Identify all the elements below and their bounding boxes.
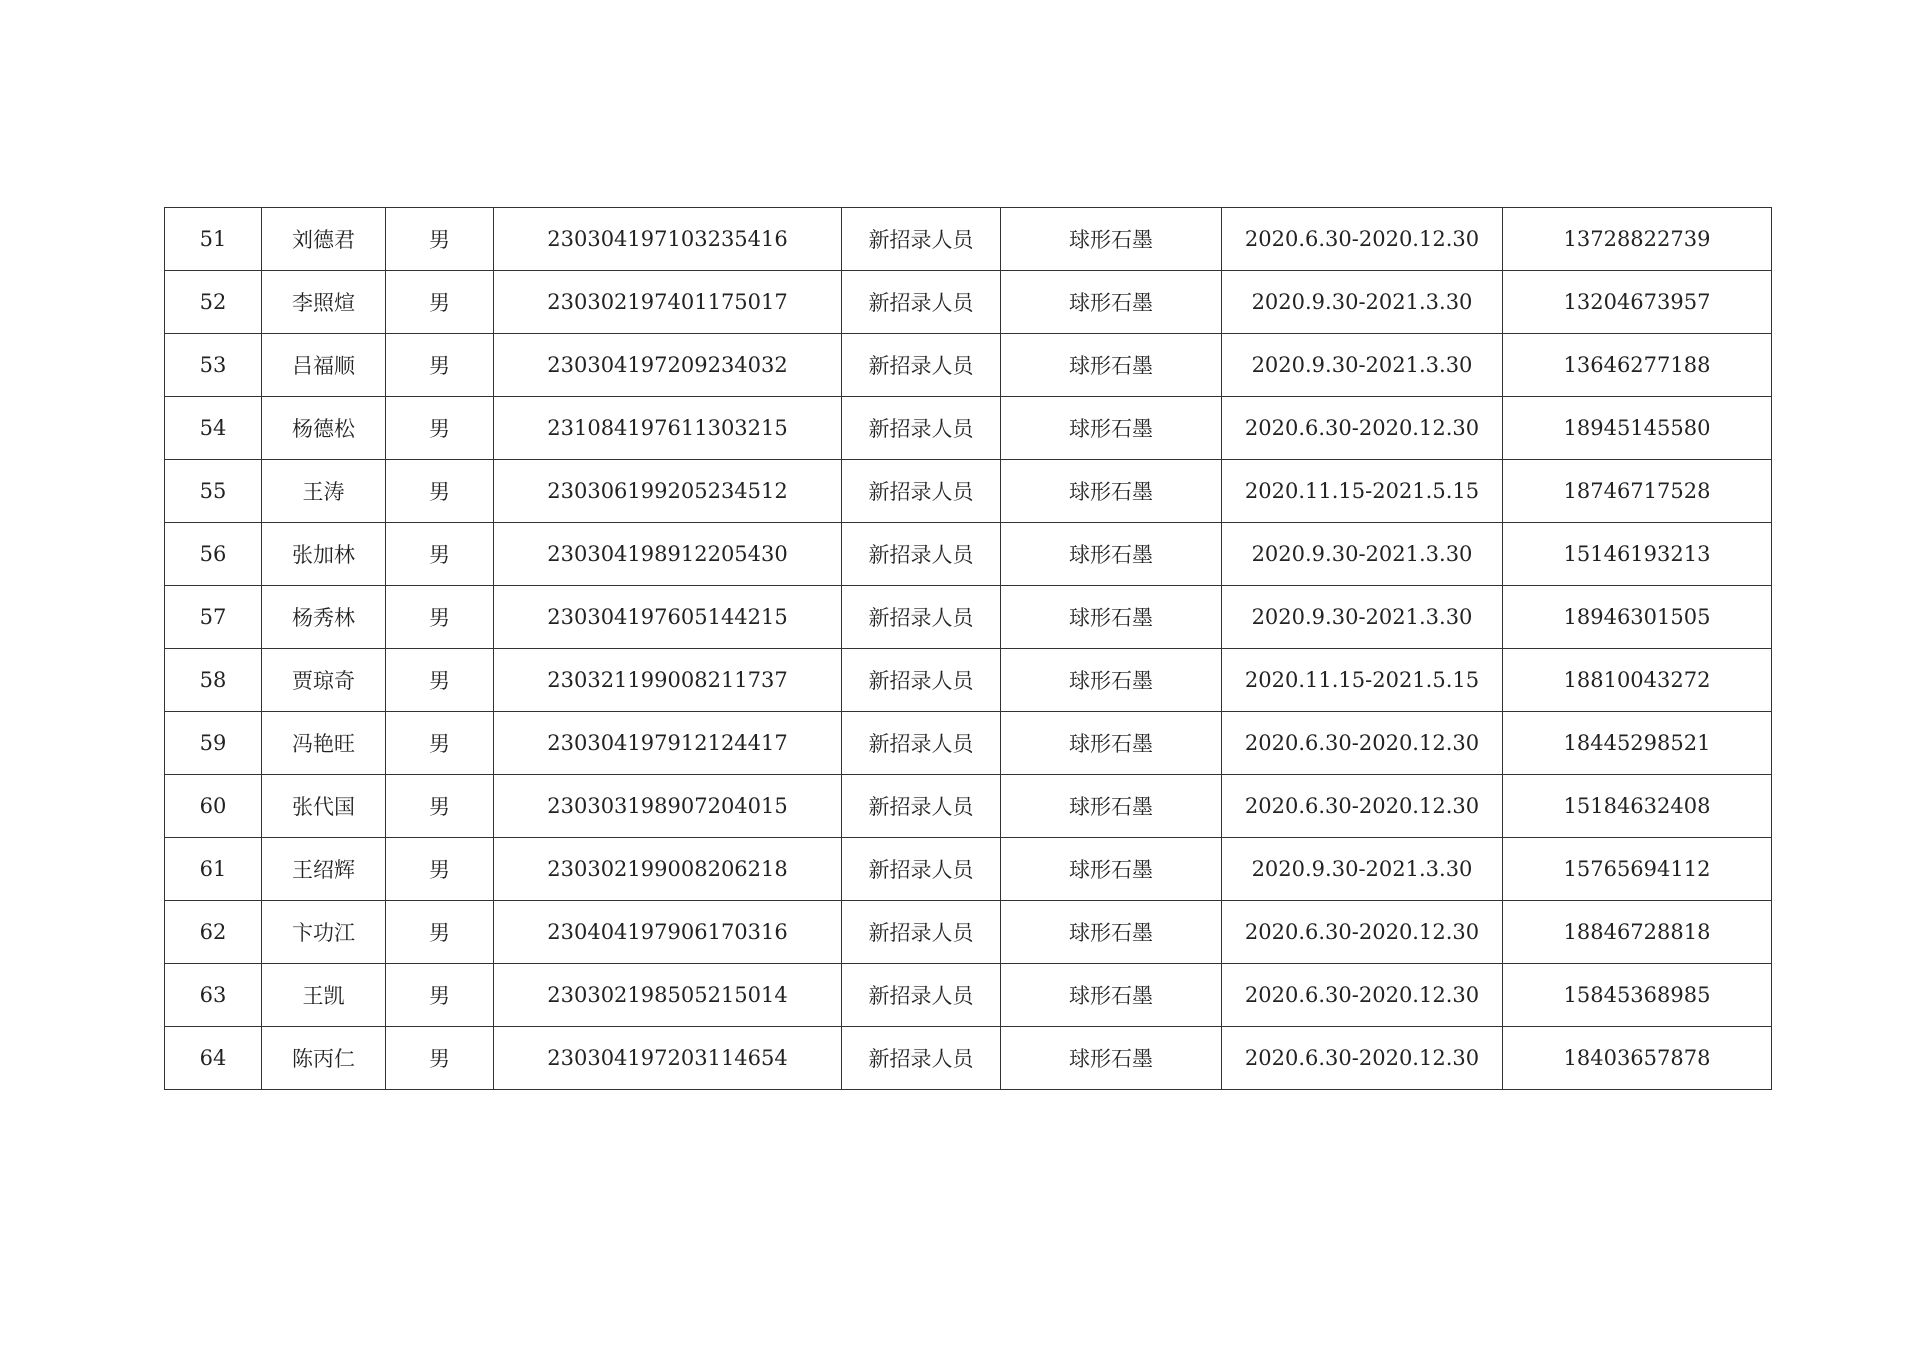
trade-cell: 球形石墨 bbox=[1001, 775, 1222, 838]
category-cell: 新招录人员 bbox=[842, 838, 1001, 901]
gender-cell: 男 bbox=[386, 964, 494, 1027]
training-period-cell: 2020.11.15-2021.5.15 bbox=[1222, 460, 1503, 523]
name-cell: 贾琼奇 bbox=[262, 649, 386, 712]
phone-cell: 18445298521 bbox=[1503, 712, 1772, 775]
id-number-cell: 231084197611303215 bbox=[494, 397, 842, 460]
name-cell: 王涛 bbox=[262, 460, 386, 523]
trade-cell: 球形石墨 bbox=[1001, 838, 1222, 901]
training-period-cell: 2020.9.30-2021.3.30 bbox=[1222, 271, 1503, 334]
id-number-cell: 230306199205234512 bbox=[494, 460, 842, 523]
gender-cell: 男 bbox=[386, 397, 494, 460]
phone-cell: 18946301505 bbox=[1503, 586, 1772, 649]
training-period-cell: 2020.9.30-2021.3.30 bbox=[1222, 334, 1503, 397]
id-number-cell: 230304197209234032 bbox=[494, 334, 842, 397]
id-number-cell: 230304197605144215 bbox=[494, 586, 842, 649]
id-number-cell: 230302197401175017 bbox=[494, 271, 842, 334]
category-cell: 新招录人员 bbox=[842, 523, 1001, 586]
row-number-cell: 51 bbox=[165, 208, 262, 271]
category-cell: 新招录人员 bbox=[842, 775, 1001, 838]
name-cell: 王凯 bbox=[262, 964, 386, 1027]
row-number-cell: 54 bbox=[165, 397, 262, 460]
id-number-cell: 230321199008211737 bbox=[494, 649, 842, 712]
table-row bbox=[165, 838, 1772, 901]
phone-cell: 18746717528 bbox=[1503, 460, 1772, 523]
row-number-cell: 56 bbox=[165, 523, 262, 586]
row-number-cell: 63 bbox=[165, 964, 262, 1027]
trade-cell: 球形石墨 bbox=[1001, 649, 1222, 712]
name-cell: 卞功江 bbox=[262, 901, 386, 964]
phone-cell: 13204673957 bbox=[1503, 271, 1772, 334]
table-row bbox=[165, 271, 1772, 334]
name-cell: 刘德君 bbox=[262, 208, 386, 271]
row-number-cell: 53 bbox=[165, 334, 262, 397]
phone-cell: 15184632408 bbox=[1503, 775, 1772, 838]
gender-cell: 男 bbox=[386, 460, 494, 523]
phone-cell: 18945145580 bbox=[1503, 397, 1772, 460]
row-number-cell: 55 bbox=[165, 460, 262, 523]
category-cell: 新招录人员 bbox=[842, 964, 1001, 1027]
phone-cell: 18403657878 bbox=[1503, 1027, 1772, 1090]
trade-cell: 球形石墨 bbox=[1001, 1027, 1222, 1090]
category-cell: 新招录人员 bbox=[842, 901, 1001, 964]
gender-cell: 男 bbox=[386, 586, 494, 649]
trade-cell: 球形石墨 bbox=[1001, 523, 1222, 586]
category-cell: 新招录人员 bbox=[842, 649, 1001, 712]
trade-cell: 球形石墨 bbox=[1001, 271, 1222, 334]
category-cell: 新招录人员 bbox=[842, 712, 1001, 775]
table-row bbox=[165, 208, 1772, 271]
name-cell: 张加林 bbox=[262, 523, 386, 586]
training-period-cell: 2020.9.30-2021.3.30 bbox=[1222, 523, 1503, 586]
name-cell: 陈丙仁 bbox=[262, 1027, 386, 1090]
name-cell: 杨德松 bbox=[262, 397, 386, 460]
phone-cell: 18810043272 bbox=[1503, 649, 1772, 712]
id-number-cell: 230304197912124417 bbox=[494, 712, 842, 775]
category-cell: 新招录人员 bbox=[842, 271, 1001, 334]
trade-cell: 球形石墨 bbox=[1001, 964, 1222, 1027]
training-period-cell: 2020.6.30-2020.12.30 bbox=[1222, 775, 1503, 838]
category-cell: 新招录人员 bbox=[842, 208, 1001, 271]
gender-cell: 男 bbox=[386, 334, 494, 397]
phone-cell: 15845368985 bbox=[1503, 964, 1772, 1027]
phone-cell: 15765694112 bbox=[1503, 838, 1772, 901]
table-row bbox=[165, 523, 1772, 586]
row-number-cell: 61 bbox=[165, 838, 262, 901]
name-cell: 吕福顺 bbox=[262, 334, 386, 397]
id-number-cell: 230304197203114654 bbox=[494, 1027, 842, 1090]
category-cell: 新招录人员 bbox=[842, 334, 1001, 397]
training-period-cell: 2020.6.30-2020.12.30 bbox=[1222, 964, 1503, 1027]
trade-cell: 球形石墨 bbox=[1001, 334, 1222, 397]
category-cell: 新招录人员 bbox=[842, 397, 1001, 460]
training-period-cell: 2020.6.30-2020.12.30 bbox=[1222, 397, 1503, 460]
category-cell: 新招录人员 bbox=[842, 460, 1001, 523]
id-number-cell: 230304198912205430 bbox=[494, 523, 842, 586]
trade-cell: 球形石墨 bbox=[1001, 586, 1222, 649]
training-period-cell: 2020.9.30-2021.3.30 bbox=[1222, 838, 1503, 901]
training-period-cell: 2020.6.30-2020.12.30 bbox=[1222, 901, 1503, 964]
roster-table-body bbox=[165, 208, 1772, 1090]
row-number-cell: 52 bbox=[165, 271, 262, 334]
row-number-cell: 59 bbox=[165, 712, 262, 775]
name-cell: 冯艳旺 bbox=[262, 712, 386, 775]
training-period-cell: 2020.6.30-2020.12.30 bbox=[1222, 712, 1503, 775]
row-number-cell: 57 bbox=[165, 586, 262, 649]
gender-cell: 男 bbox=[386, 712, 494, 775]
training-period-cell: 2020.9.30-2021.3.30 bbox=[1222, 586, 1503, 649]
table-row bbox=[165, 334, 1772, 397]
table-row bbox=[165, 964, 1772, 1027]
gender-cell: 男 bbox=[386, 1027, 494, 1090]
phone-cell: 13646277188 bbox=[1503, 334, 1772, 397]
table-row bbox=[165, 397, 1772, 460]
table-row bbox=[165, 1027, 1772, 1090]
row-number-cell: 58 bbox=[165, 649, 262, 712]
category-cell: 新招录人员 bbox=[842, 1027, 1001, 1090]
table-row bbox=[165, 586, 1772, 649]
row-number-cell: 64 bbox=[165, 1027, 262, 1090]
category-cell: 新招录人员 bbox=[842, 586, 1001, 649]
gender-cell: 男 bbox=[386, 775, 494, 838]
table-row bbox=[165, 775, 1772, 838]
row-number-cell: 62 bbox=[165, 901, 262, 964]
trade-cell: 球形石墨 bbox=[1001, 901, 1222, 964]
phone-cell: 18846728818 bbox=[1503, 901, 1772, 964]
phone-cell: 15146193213 bbox=[1503, 523, 1772, 586]
trade-cell: 球形石墨 bbox=[1001, 397, 1222, 460]
trade-cell: 球形石墨 bbox=[1001, 208, 1222, 271]
gender-cell: 男 bbox=[386, 523, 494, 586]
id-number-cell: 230304197103235416 bbox=[494, 208, 842, 271]
name-cell: 李照煊 bbox=[262, 271, 386, 334]
training-period-cell: 2020.11.15-2021.5.15 bbox=[1222, 649, 1503, 712]
id-number-cell: 230302199008206218 bbox=[494, 838, 842, 901]
table-row bbox=[165, 460, 1772, 523]
gender-cell: 男 bbox=[386, 901, 494, 964]
name-cell: 王绍辉 bbox=[262, 838, 386, 901]
roster-table bbox=[164, 207, 1772, 1090]
id-number-cell: 230404197906170316 bbox=[494, 901, 842, 964]
name-cell: 杨秀林 bbox=[262, 586, 386, 649]
gender-cell: 男 bbox=[386, 271, 494, 334]
id-number-cell: 230303198907204015 bbox=[494, 775, 842, 838]
table-row bbox=[165, 901, 1772, 964]
gender-cell: 男 bbox=[386, 649, 494, 712]
gender-cell: 男 bbox=[386, 208, 494, 271]
id-number-cell: 230302198505215014 bbox=[494, 964, 842, 1027]
phone-cell: 13728822739 bbox=[1503, 208, 1772, 271]
table-row bbox=[165, 712, 1772, 775]
training-period-cell: 2020.6.30-2020.12.30 bbox=[1222, 1027, 1503, 1090]
trade-cell: 球形石墨 bbox=[1001, 712, 1222, 775]
training-period-cell: 2020.6.30-2020.12.30 bbox=[1222, 208, 1503, 271]
gender-cell: 男 bbox=[386, 838, 494, 901]
table-row bbox=[165, 649, 1772, 712]
row-number-cell: 60 bbox=[165, 775, 262, 838]
trade-cell: 球形石墨 bbox=[1001, 460, 1222, 523]
name-cell: 张代国 bbox=[262, 775, 386, 838]
